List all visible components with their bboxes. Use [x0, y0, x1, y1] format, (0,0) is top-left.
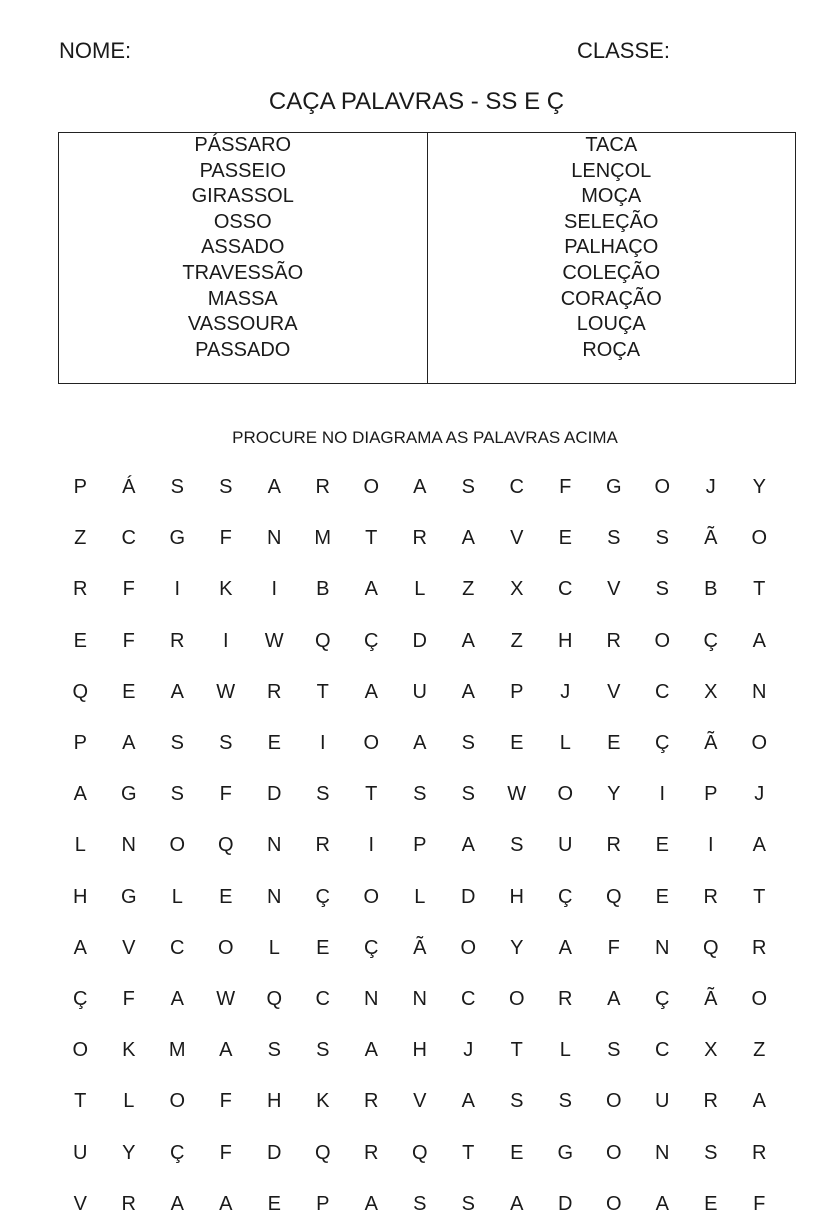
grid-cell[interactable]: R	[315, 476, 330, 499]
grid-cell[interactable]: T	[753, 578, 766, 601]
grid-row	[56, 1025, 784, 1076]
grid-cell[interactable]: F	[753, 1192, 766, 1215]
grid-cell[interactable]: Y	[510, 936, 524, 959]
grid-cell[interactable]: Ç	[364, 936, 379, 959]
grid-cell[interactable]: P	[73, 732, 87, 755]
grid-cell[interactable]: S	[461, 1192, 475, 1215]
grid-row	[56, 616, 784, 667]
grid-cell[interactable]: O	[363, 885, 380, 908]
grid-cell[interactable]: I	[222, 629, 229, 652]
grid-cell[interactable]: W	[264, 629, 284, 652]
word-list-item: VASSOURA	[187, 313, 298, 336]
grid-cell[interactable]: E	[510, 732, 524, 755]
grid-cell[interactable]: P	[704, 783, 718, 806]
grid-cell[interactable]: R	[121, 1192, 136, 1215]
grid-cell[interactable]: V	[122, 936, 136, 959]
grid-cell[interactable]: V	[510, 527, 524, 550]
grid-cell[interactable]: A	[364, 1039, 378, 1062]
grid-row	[56, 923, 784, 974]
grid-cell[interactable]: A	[364, 578, 378, 601]
grid-cell[interactable]: O	[605, 1090, 622, 1113]
class-label: CLASSE:	[577, 38, 670, 63]
grid-cell[interactable]: L	[414, 885, 426, 908]
grid-cell[interactable]: J	[705, 476, 716, 499]
grid-cell[interactable]: K	[316, 1090, 330, 1113]
grid-cell[interactable]: O	[751, 987, 768, 1010]
grid-cell[interactable]: S	[655, 578, 669, 601]
grid-cell[interactable]: Ã	[704, 527, 718, 550]
grid-row	[56, 667, 784, 718]
grid-cell[interactable]: A	[364, 1192, 378, 1215]
grid-cell[interactable]: R	[606, 629, 621, 652]
grid-cell[interactable]: Q	[411, 1141, 428, 1164]
grid-cell[interactable]: N	[121, 834, 136, 857]
grid-cell[interactable]: S	[170, 783, 184, 806]
grid-cell[interactable]: G	[605, 476, 622, 499]
grid-cell[interactable]: I	[319, 732, 326, 755]
grid-cell[interactable]: O	[751, 527, 768, 550]
grid-cell[interactable]: E	[607, 732, 621, 755]
word-list-right	[427, 133, 796, 383]
grid-cell[interactable]: H	[509, 885, 524, 908]
grid-cell[interactable]: C	[170, 936, 185, 959]
grid-cell[interactable]: E	[219, 885, 233, 908]
grid-cell[interactable]: H	[558, 629, 573, 652]
grid-cell[interactable]: E	[704, 1192, 718, 1215]
grid-row	[56, 820, 784, 871]
grid-cell[interactable]: L	[268, 936, 280, 959]
word-list-item: LENÇOL	[571, 159, 652, 182]
grid-cell[interactable]: R	[364, 1141, 379, 1164]
grid-cell[interactable]: C	[315, 987, 330, 1010]
grid-cell[interactable]: U	[655, 1090, 670, 1113]
grid-cell[interactable]: D	[412, 629, 427, 652]
grid-cell[interactable]: O	[605, 1192, 622, 1215]
grid-cell[interactable]: T	[365, 783, 378, 806]
grid-cell[interactable]: S	[170, 476, 184, 499]
grid-cell[interactable]: S	[655, 527, 669, 550]
grid-row	[56, 872, 784, 923]
grid-cell[interactable]: E	[267, 1192, 281, 1215]
word-list-item: PALHAÇO	[564, 236, 659, 259]
grid-cell[interactable]: O	[363, 476, 380, 499]
grid-cell[interactable]: P	[510, 680, 524, 703]
grid-row	[56, 1076, 784, 1127]
grid-cell[interactable]: S	[607, 527, 621, 550]
grid-cell[interactable]: D	[267, 783, 282, 806]
grid-cell[interactable]: V	[607, 578, 621, 601]
grid-row	[56, 513, 784, 564]
grid-cell[interactable]: Ã	[704, 987, 718, 1010]
letter-grid	[56, 462, 784, 1230]
grid-cell[interactable]: P	[316, 1192, 330, 1215]
grid-cell[interactable]: S	[170, 732, 184, 755]
grid-cell[interactable]: Y	[122, 1141, 136, 1164]
grid-cell[interactable]: S	[219, 732, 233, 755]
grid-cell[interactable]: A	[267, 476, 281, 499]
grid-cell[interactable]: Z	[753, 1039, 766, 1062]
grid-cell[interactable]: F	[219, 527, 232, 550]
grid-cell[interactable]: Q	[266, 987, 283, 1010]
grid-cell[interactable]: S	[219, 476, 233, 499]
grid-cell[interactable]: S	[607, 1039, 621, 1062]
grid-cell[interactable]: Z	[462, 578, 475, 601]
grid-cell[interactable]: S	[461, 476, 475, 499]
grid-cell[interactable]: S	[413, 1192, 427, 1215]
word-list-item: OSSO	[213, 210, 272, 233]
grid-cell[interactable]: I	[174, 578, 181, 601]
word-list-item: COLEÇÃO	[562, 261, 661, 284]
grid-cell[interactable]: O	[169, 834, 186, 857]
grid-cell[interactable]: A	[461, 629, 475, 652]
grid-cell[interactable]: A	[752, 1090, 766, 1113]
word-list-left	[59, 133, 427, 383]
grid-cell[interactable]: C	[461, 987, 476, 1010]
grid-cell[interactable]: G	[120, 783, 137, 806]
grid-cell[interactable]: C	[655, 1039, 670, 1062]
grid-cell[interactable]: O	[460, 936, 477, 959]
grid-cell[interactable]: K	[219, 578, 233, 601]
grid-cell[interactable]: P	[413, 834, 427, 857]
grid-cell[interactable]: J	[463, 1039, 474, 1062]
grid-cell[interactable]: S	[510, 1090, 524, 1113]
grid-row	[56, 769, 784, 820]
grid-cell[interactable]: O	[557, 783, 574, 806]
grid-cell[interactable]: X	[510, 578, 524, 601]
grid-cell[interactable]: Q	[605, 885, 622, 908]
grid-cell[interactable]: H	[412, 1039, 427, 1062]
grid-cell[interactable]: E	[267, 732, 281, 755]
grid-cell[interactable]: Ç	[558, 885, 573, 908]
grid-cell[interactable]: Ç	[364, 629, 379, 652]
grid-cell[interactable]: D	[267, 1141, 282, 1164]
grid-row	[56, 974, 784, 1025]
grid-cell[interactable]: J	[560, 680, 571, 703]
grid-cell[interactable]: T	[74, 1090, 87, 1113]
grid-row	[56, 1179, 784, 1230]
grid-cell[interactable]: S	[704, 1141, 718, 1164]
grid-cell[interactable]: A	[413, 476, 427, 499]
grid-cell[interactable]: N	[364, 987, 379, 1010]
grid-cell[interactable]: D	[558, 1192, 573, 1215]
grid-cell[interactable]: L	[74, 834, 86, 857]
grid-cell[interactable]: R	[364, 1090, 379, 1113]
grid-cell[interactable]: Q	[217, 834, 234, 857]
word-list-item: SELEÇÃO	[564, 210, 659, 233]
grid-cell[interactable]: A	[461, 527, 475, 550]
word-list-item: MASSA	[207, 287, 278, 310]
grid-cell[interactable]: A	[461, 680, 475, 703]
grid-cell[interactable]: R	[703, 885, 718, 908]
grid-cell[interactable]: S	[461, 732, 475, 755]
grid-cell[interactable]: K	[122, 1039, 136, 1062]
grid-cell[interactable]: Q	[702, 936, 719, 959]
grid-cell[interactable]: O	[751, 732, 768, 755]
grid-cell[interactable]: Q	[314, 629, 331, 652]
grid-cell[interactable]: Ã	[413, 936, 427, 959]
grid-cell[interactable]: R	[606, 834, 621, 857]
grid-cell[interactable]: V	[73, 1192, 87, 1215]
grid-cell[interactable]: I	[368, 834, 375, 857]
grid-cell[interactable]: A	[461, 834, 475, 857]
grid-cell[interactable]: C	[509, 476, 524, 499]
grid-cell[interactable]: Á	[122, 476, 136, 499]
grid-cell[interactable]: Ç	[655, 732, 670, 755]
grid-cell[interactable]: W	[216, 987, 236, 1010]
grid-cell[interactable]: T	[316, 680, 329, 703]
grid-cell[interactable]: Z	[74, 527, 87, 550]
word-list-item: LOUÇA	[576, 313, 646, 336]
grid-cell[interactable]: E	[316, 936, 330, 959]
grid-cell[interactable]: L	[559, 1039, 571, 1062]
grid-cell[interactable]: A	[752, 834, 766, 857]
grid-cell[interactable]: V	[413, 1090, 427, 1113]
grid-cell[interactable]: N	[267, 885, 282, 908]
grid-cell[interactable]: F	[219, 1090, 232, 1113]
grid-cell[interactable]: S	[316, 783, 330, 806]
grid-cell[interactable]: N	[267, 834, 282, 857]
grid-cell[interactable]: Ç	[703, 629, 718, 652]
grid-cell[interactable]: F	[559, 476, 572, 499]
grid-cell[interactable]: S	[316, 1039, 330, 1062]
grid-cell[interactable]: V	[607, 680, 621, 703]
grid-cell[interactable]: Ç	[655, 987, 670, 1010]
grid-cell[interactable]: S	[461, 783, 475, 806]
grid-cell[interactable]: F	[219, 783, 232, 806]
grid-cell[interactable]: A	[170, 1192, 184, 1215]
grid-row	[56, 462, 784, 513]
word-list-item: CORAÇÃO	[560, 287, 662, 310]
grid-cell[interactable]: A	[558, 936, 572, 959]
grid-cell[interactable]: C	[121, 527, 136, 550]
grid-cell[interactable]: R	[703, 1090, 718, 1113]
word-list-item: MOÇA	[581, 185, 642, 208]
grid-cell[interactable]: A	[170, 680, 184, 703]
grid-cell[interactable]: M	[168, 1039, 186, 1062]
grid-cell[interactable]: E	[655, 834, 669, 857]
grid-cell[interactable]: A	[170, 987, 184, 1010]
grid-cell[interactable]: A	[73, 783, 87, 806]
grid-cell[interactable]: L	[414, 578, 426, 601]
grid-cell[interactable]: I	[271, 578, 278, 601]
grid-cell[interactable]: S	[558, 1090, 572, 1113]
grid-cell[interactable]: U	[558, 834, 573, 857]
grid-cell[interactable]: U	[412, 680, 427, 703]
grid-cell[interactable]: A	[219, 1192, 233, 1215]
grid-cell[interactable]: B	[316, 578, 330, 601]
grid-cell[interactable]: R	[412, 527, 427, 550]
grid-cell[interactable]: A	[461, 1090, 475, 1113]
grid-cell[interactable]: I	[659, 783, 666, 806]
grid-cell[interactable]: A	[752, 629, 766, 652]
grid-cell[interactable]: X	[704, 680, 718, 703]
word-list-item: PÁSSARO	[194, 134, 292, 156]
grid-cell[interactable]: U	[73, 1141, 88, 1164]
grid-cell[interactable]: W	[216, 680, 236, 703]
grid-cell[interactable]: L	[123, 1090, 135, 1113]
grid-cell[interactable]: Q	[72, 680, 89, 703]
grid-cell[interactable]: R	[752, 936, 767, 959]
word-list-item: PASSADO	[195, 338, 291, 361]
word-list-item: TRAVESSÃO	[182, 261, 304, 284]
word-list-item: PASSEIO	[199, 159, 286, 182]
grid-row	[56, 1127, 784, 1178]
grid-cell[interactable]: P	[73, 476, 87, 499]
grid-cell[interactable]: F	[607, 936, 620, 959]
grid-cell[interactable]: B	[704, 578, 718, 601]
grid-cell[interactable]: F	[122, 578, 135, 601]
grid-cell[interactable]: R	[752, 1141, 767, 1164]
grid-cell[interactable]: W	[507, 783, 527, 806]
grid-cell[interactable]: N	[655, 936, 670, 959]
grid-cell[interactable]: G	[557, 1141, 574, 1164]
grid-cell[interactable]: X	[704, 1039, 718, 1062]
grid-cell[interactable]: I	[707, 834, 714, 857]
grid-cell[interactable]: L	[559, 732, 571, 755]
grid-cell[interactable]: T	[462, 1141, 475, 1164]
grid-cell[interactable]: O	[605, 1141, 622, 1164]
grid-cell[interactable]: E	[558, 527, 572, 550]
grid-cell[interactable]: E	[122, 680, 136, 703]
grid-cell[interactable]: G	[169, 527, 186, 550]
grid-cell[interactable]: Y	[752, 476, 766, 499]
grid-cell[interactable]: T	[510, 1039, 523, 1062]
grid-cell[interactable]: Y	[607, 783, 621, 806]
grid-cell[interactable]: G	[120, 885, 137, 908]
grid-cell[interactable]: A	[413, 732, 427, 755]
grid-cell[interactable]: Ç	[315, 885, 330, 908]
grid-cell[interactable]: O	[363, 732, 380, 755]
grid-cell[interactable]: A	[122, 732, 136, 755]
grid-cell[interactable]: A	[364, 680, 378, 703]
grid-cell[interactable]: E	[73, 629, 87, 652]
grid-cell[interactable]: Q	[314, 1141, 331, 1164]
page-title: CAÇA PALAVRAS - SS E Ç	[268, 88, 565, 115]
grid-cell[interactable]: O	[72, 1039, 89, 1062]
grid-cell[interactable]: A	[219, 1039, 233, 1062]
grid-cell[interactable]: T	[753, 885, 766, 908]
grid-cell[interactable]: R	[267, 680, 282, 703]
grid-cell[interactable]: D	[461, 885, 476, 908]
word-list-item: TACA	[585, 134, 638, 156]
grid-cell[interactable]: R	[170, 629, 185, 652]
grid-cell[interactable]: Ã	[704, 732, 718, 755]
word-list-box	[58, 132, 796, 384]
grid-cell[interactable]: R	[73, 578, 88, 601]
grid-cell[interactable]: H	[73, 885, 88, 908]
grid-cell[interactable]: E	[655, 885, 669, 908]
instruction-text: PROCURE NO DIAGRAMA AS PALAVRAS ACIMA	[232, 428, 618, 447]
grid-cell[interactable]: T	[365, 527, 378, 550]
grid-cell[interactable]: O	[654, 476, 671, 499]
grid-cell[interactable]: N	[412, 987, 427, 1010]
grid-cell[interactable]: C	[558, 578, 573, 601]
grid-cell[interactable]: J	[754, 783, 765, 806]
grid-cell[interactable]: Ç	[170, 1141, 185, 1164]
grid-cell[interactable]: R	[558, 987, 573, 1010]
grid-cell[interactable]: F	[122, 987, 135, 1010]
grid-cell[interactable]: N	[655, 1141, 670, 1164]
grid-cell[interactable]: Z	[510, 629, 523, 652]
grid-cell[interactable]: H	[267, 1090, 282, 1113]
grid-cell[interactable]: S	[267, 1039, 281, 1062]
grid-cell[interactable]: A	[510, 1192, 524, 1215]
grid-cell[interactable]: Ç	[73, 987, 88, 1010]
grid-cell[interactable]: M	[314, 527, 332, 550]
grid-cell[interactable]: F	[219, 1141, 232, 1164]
grid-cell[interactable]: S	[413, 783, 427, 806]
grid-cell[interactable]: O	[217, 936, 234, 959]
name-label: NOME:	[59, 38, 132, 63]
word-list-item: GIRASSOL	[191, 185, 294, 208]
grid-cell[interactable]: N	[752, 680, 767, 703]
word-list-item: ASSADO	[201, 236, 285, 259]
word-list-item: ROÇA	[582, 338, 641, 361]
grid-cell[interactable]: L	[171, 885, 183, 908]
grid-cell[interactable]: S	[510, 834, 524, 857]
grid-cell[interactable]: C	[655, 680, 670, 703]
grid-cell[interactable]: R	[315, 834, 330, 857]
grid-cell[interactable]: E	[510, 1141, 524, 1164]
grid-row	[56, 564, 784, 615]
grid-cell[interactable]: O	[508, 987, 525, 1010]
grid-cell[interactable]: A	[655, 1192, 669, 1215]
grid-cell[interactable]: F	[122, 629, 135, 652]
grid-cell[interactable]: A	[607, 987, 621, 1010]
grid-cell[interactable]: O	[654, 629, 671, 652]
grid-row	[56, 718, 784, 769]
grid-cell[interactable]: O	[169, 1090, 186, 1113]
grid-cell[interactable]: N	[267, 527, 282, 550]
grid-cell[interactable]: A	[73, 936, 87, 959]
